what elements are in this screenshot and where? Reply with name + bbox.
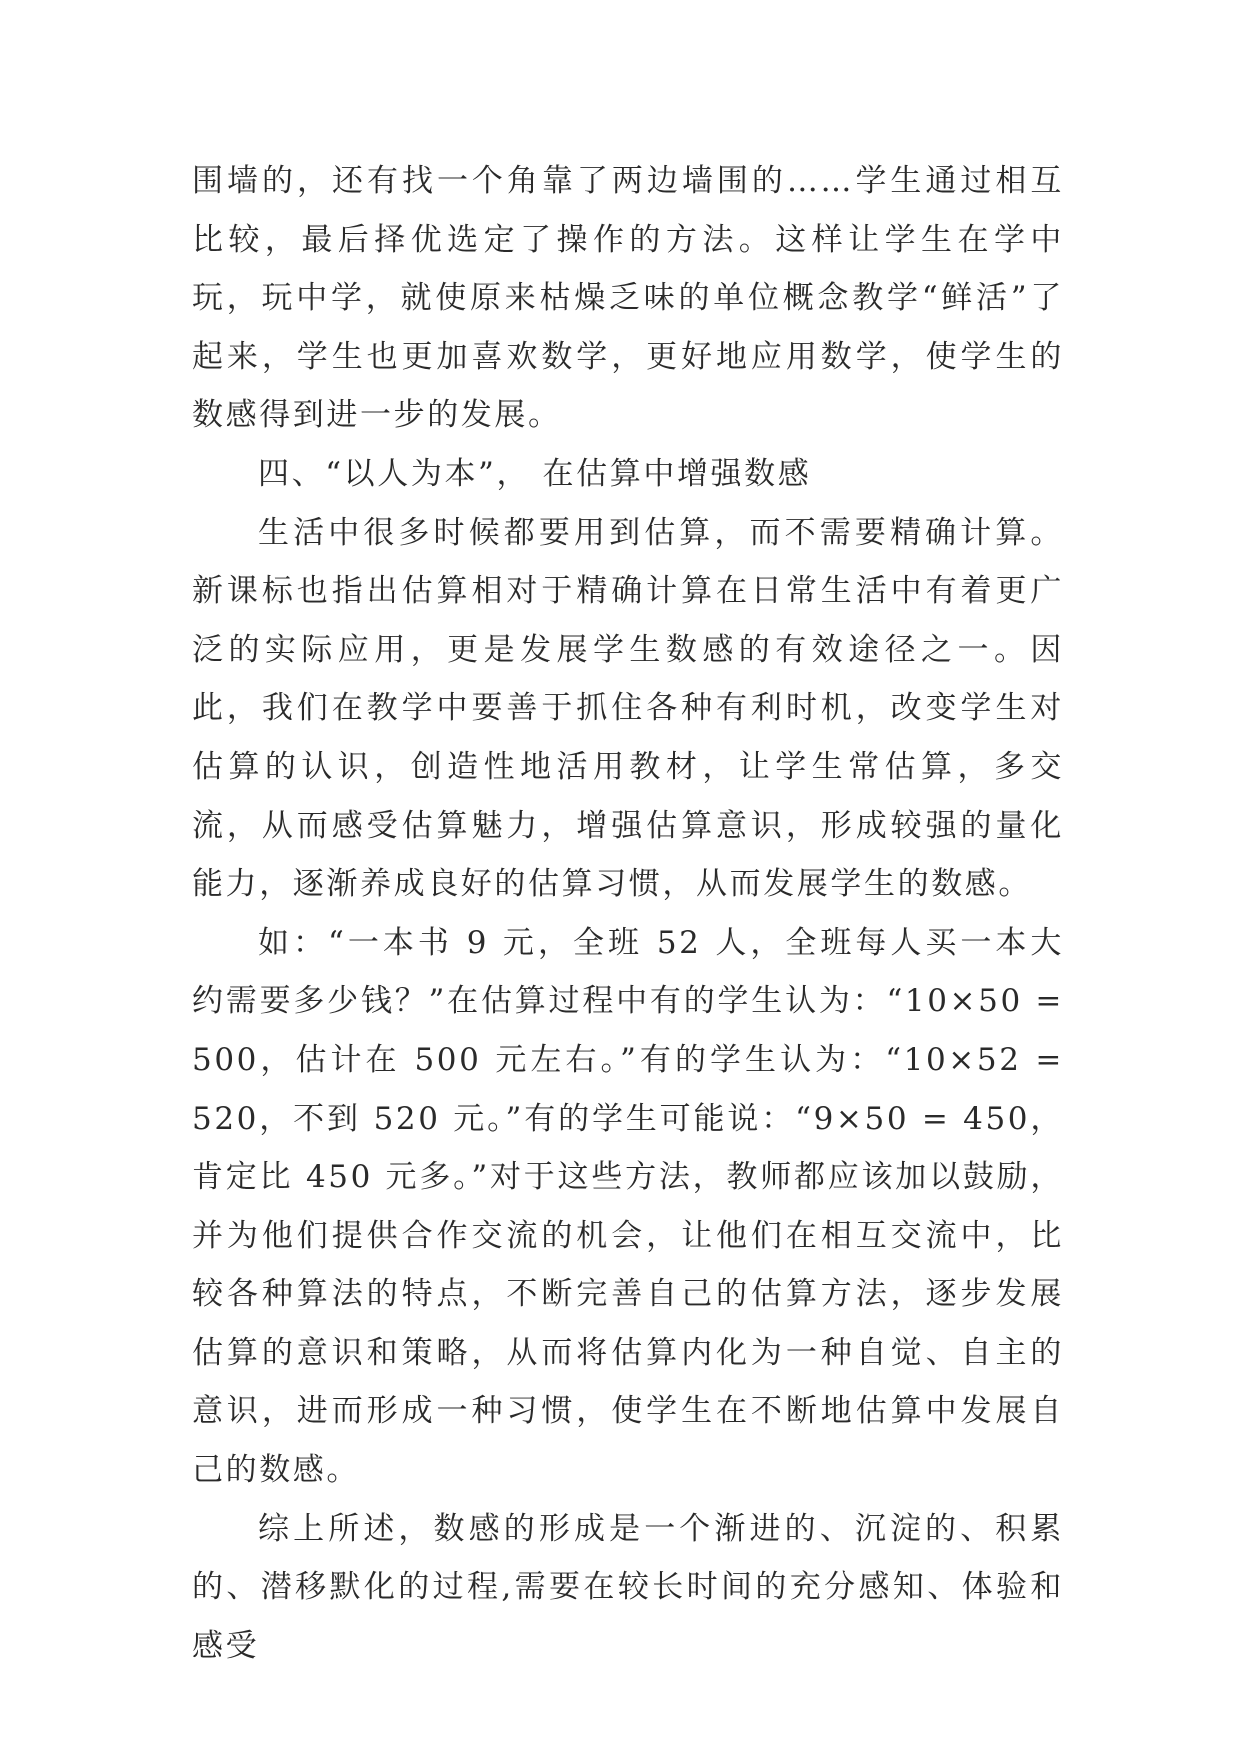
paragraph-continuation: 围墙的，还有找一个角靠了两边墙围的……学生通过相互比较，最后择优选定了操作的方法。这样让学生在学中玩，玩中学，就使原来枯燥乏味的单位概念教学“鲜活”了起来，学生也更加喜欢数学，更好地应用数学，使学生的数感得到进一步的发展。 [192,163,1064,434]
document-body [192,152,1064,1675]
section-heading-four: 四、“以人为本”， 在估算中增强数感 [258,455,812,492]
paragraph-example: 如：“一本书 9 元，全班 52 人，全班每人买一本大约需要多少钱？”在估算过程中有的学生认为：“10×50 = 500，估计在 500 元左右。”有的学生认为：“10×52 = 520，不到 520 元。”有的学生可能说：“9×50 = 450，肯定比 450 元多。”对于这些方法，教师都应该加以鼓励，并为他们提供合作交流的机会，让他们在相互交流中，比较各种算法的特点，不断完善自己的估算方法，逐步发展估算的意识和策略，从而将估算内化为一种自觉、自主的意识，进而形成一种习惯，使学生在不断地估算中发展自己的数感。 [192,924,1064,1489]
paragraph-summary: 综上所述，数感的形成是一个渐进的、沉淀的、积累的、潜移默化的过程,需要在较长时间的充分感知、体验和感受 [192,1510,1064,1664]
paragraph-estimation-intro: 生活中很多时候都要用到估算，而不需要精确计算。新课标也指出估算相对于精确计算在日常生活中有着更广泛的实际应用，更是发展学生数感的有效途径之一。因此，我们在教学中要善于抓住各种有利时机，改变学生对估算的认识，创造性地活用教材，让学生常估算，多交流，从而感受估算魅力，增强估算意识，形成较强的量化能力，逐渐养成良好的估算习惯，从而发展学生的数感。 [192,514,1064,903]
